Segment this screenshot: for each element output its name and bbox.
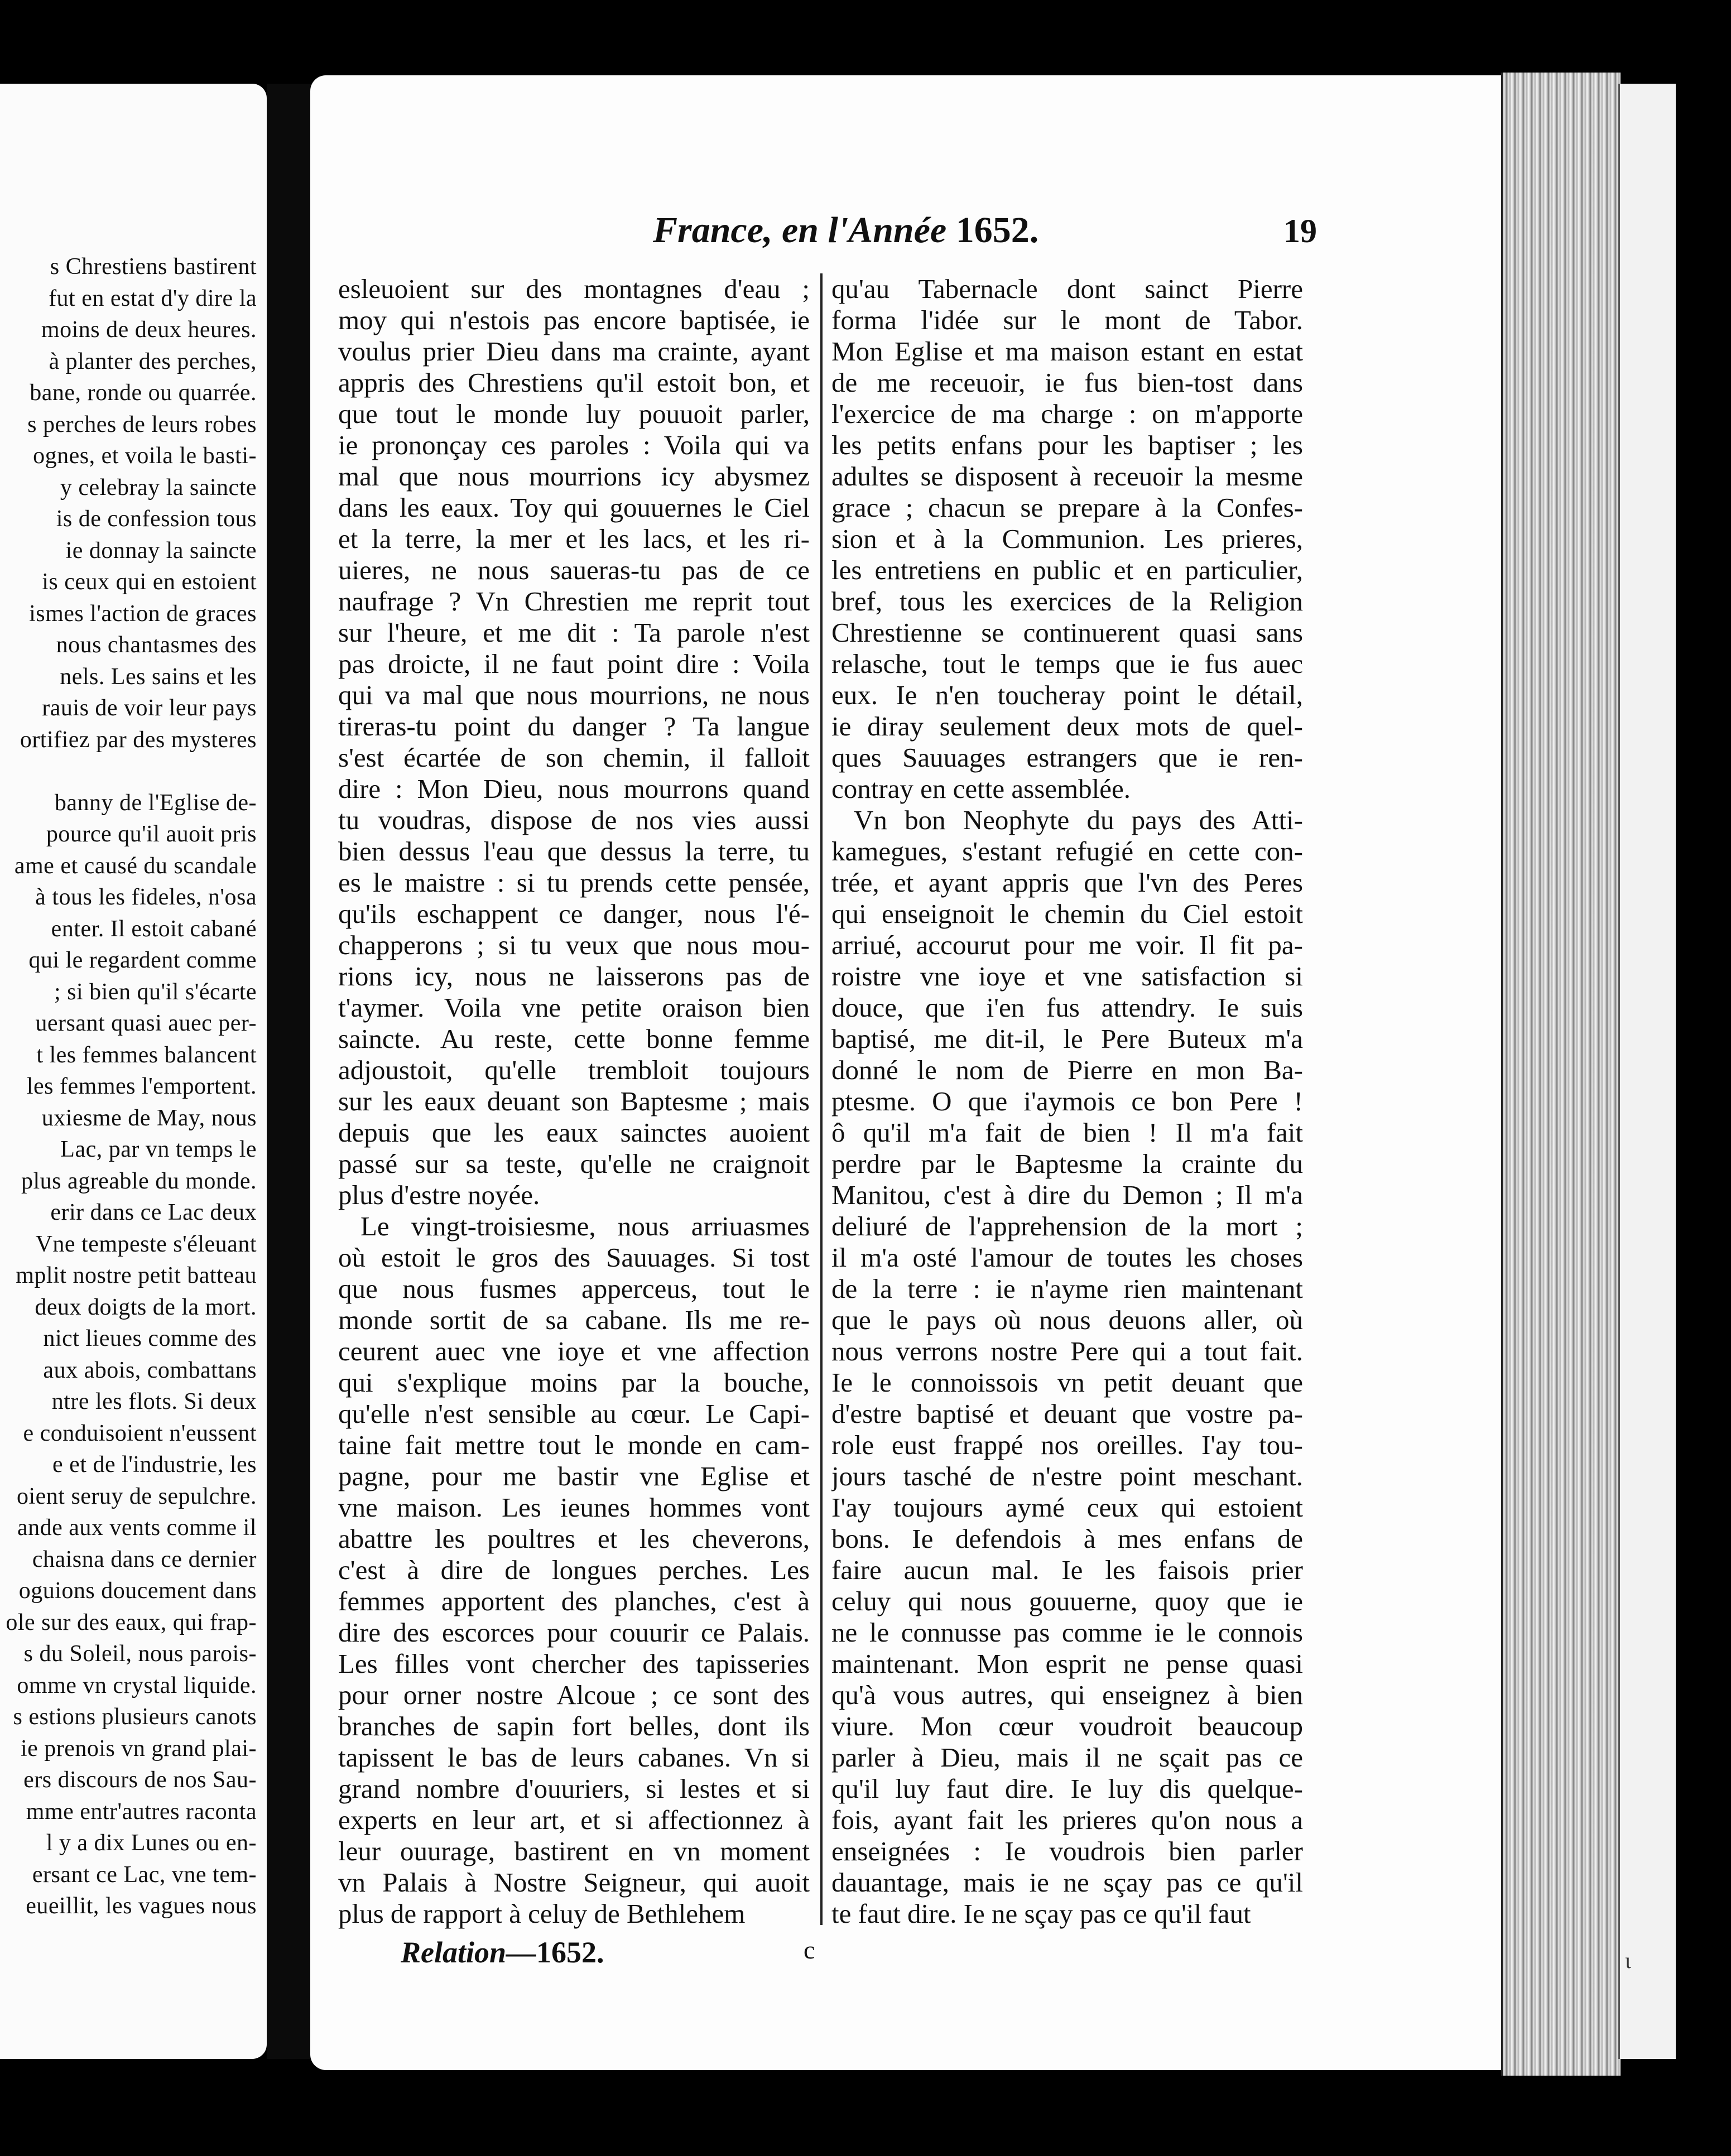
text-line: bien dessus l'eau que dessus la terre, tu [338,836,810,867]
previous-page-line: s perches de leurs robes [27,411,257,437]
text-line: qu'il luy faut dire. Ie luy dis quelque- [831,1773,1303,1804]
running-title: France, en l'Année [653,210,947,251]
text-line: deliuré de l'apprehension de la mort ; [831,1211,1303,1241]
previous-page-line: ie prenois vn grand plai- [20,1735,257,1762]
page-edge-stack [1501,73,1621,2076]
text-line: dire : Mon Dieu, nous mourrons quand [338,773,810,804]
text-line: nous verrons nostre Pere qui a tout fait. [831,1336,1303,1366]
previous-page-line: ismes l'action de graces [29,600,257,627]
text-line: qu'à vous autres, qui enseignez à bien [831,1679,1303,1710]
text-line: de la terre : ie n'ayme rien maintenant [831,1273,1303,1304]
previous-page-line: s Chrestiens bastirent [50,254,257,280]
text-line: qui s'explique moins par la bouche, [338,1367,810,1398]
text-line: perdre par le Baptesme la crainte du [831,1148,1303,1179]
text-line: qu'ils eschappent ce danger, nous l'é- [338,898,810,929]
gathering-signature: c [804,1936,815,1964]
text-line: il m'a osté l'amour de toutes les choses [831,1242,1303,1273]
previous-page-line: mme entr'autres raconta [26,1798,257,1825]
text-column-left [338,273,810,1929]
previous-page-line: ole sur des eaux, qui frap- [6,1609,257,1635]
text-line: kamegues, s'estant refugié en cette con- [831,836,1303,867]
text-line: mal que nous mourrions icy abysmez [338,461,810,492]
previous-page-line: e et de l'industrie, les [52,1452,257,1478]
text-line: plus d'estre noyée. [338,1180,540,1210]
text-line: ô qu'il m'a fait de bien ! Il m'a fait [831,1117,1303,1148]
text-line: adjoustoit, qu'elle trembloit toujours [338,1055,810,1085]
relation-label: Relation— [401,1936,537,1969]
text-line: que le pays où nous deuons aller, où [831,1305,1303,1335]
previous-page-line: ers discours de nos Sau- [23,1767,257,1793]
text-line: uieres, ne nous saueras-tu pas de ce [338,555,810,585]
text-line: ceurent auec vne ioye et vne affection [338,1336,810,1366]
text-line: vn Palais à Nostre Seigneur, qui auoit [338,1867,810,1898]
text-line: s'est écartée de son chemin, il falloit [338,742,810,773]
previous-page-fragment [0,84,267,2059]
text-line: Mon Eglise et ma maison estant en estat [831,336,1303,367]
text-line: et la terre, la mer et les lacs, et les ri- [338,523,810,554]
previous-page-line: ame et causé du scandale [14,853,257,879]
previous-page-line: eueillit, les vagues nous [26,1893,257,1919]
text-line: chapperons ; si tu veux que nous mou- [338,930,810,960]
text-line: tireras-tu point du danger ? Ta langue [338,711,810,742]
text-line: d'estre baptisé et deuant que vostre pa- [831,1398,1303,1429]
text-line: ques Sauuages estrangers que ie ren- [831,742,1303,773]
signature-footer [401,1935,604,1970]
text-line: adultes se disposent à receuoir la mesme [831,461,1303,492]
previous-page-line: is ceux qui en estoient [42,569,257,595]
text-line: eux. Ie n'en toucheray point le détail, [831,680,1303,710]
previous-page-line: oguions doucement dans [18,1578,257,1604]
text-line: dauantage, mais ie ne sçay pas ce qu'il [831,1867,1303,1898]
text-line: pagne, pour me bastir vne Eglise et [338,1461,810,1491]
text-line: leur ouurage, bastirent en vn moment [338,1836,810,1866]
previous-page-line: s estions plusieurs canots [13,1704,257,1730]
text-line: qui va mal que nous mourrions, ne nous [338,680,810,710]
text-line: celuy qui nous gouuerne, quoy que ie [831,1586,1303,1616]
previous-page-line: les femmes l'emportent. [26,1074,257,1099]
text-line: t'aymer. Voila vne petite oraison bien [338,992,810,1023]
text-line: baptisé, me dit-il, le Pere Buteux m'a [831,1023,1303,1054]
previous-page-line: ersant ce Lac, vne tem- [32,1861,257,1888]
text-line: qui enseignoit le chemin du Ciel estoit [831,898,1303,929]
text-line: bons. Ie defendois à mes enfans de [831,1523,1303,1554]
text-line: tapissent le bas de leurs cabanes. Vn si [338,1742,810,1773]
text-line: grace ; chacun se prepare à la Confes- [831,492,1303,523]
text-line: qu'elle n'est sensible au cœur. Le Capi- [338,1398,810,1429]
text-line: moy qui n'estois pas encore baptisée, ie [338,305,810,335]
text-line: ie diray seulement deux mots de quel- [831,711,1303,742]
text-line: Chrestienne se continuerent quasi sans [831,617,1303,648]
book-gutter [267,84,311,2059]
previous-page-line: l y a dix Lunes ou en- [46,1830,257,1856]
previous-page-line: ; si bien qu'il s'écarte [54,979,257,1005]
text-line: parler à Dieu, mais il ne sçait pas ce [831,1742,1303,1773]
text-line: contray en cette assemblée. [831,773,1131,804]
running-title-year: 1652. [955,210,1039,251]
text-line: dire des escorces pour couurir ce Palais. [338,1617,810,1648]
previous-page-line: s du Soleil, nous parois- [23,1641,257,1667]
previous-page-line: pource qu'il auoit pris [46,821,257,847]
text-line: où estoit le gros des Sauuages. Si tost [338,1242,810,1273]
text-line: passé sur sa teste, qu'elle ne craignoit [338,1148,810,1179]
text-line: de me receuoir, ie fus bien-tost dans [831,367,1303,398]
text-line: ie prononçay ces paroles : Voila qui va [338,430,810,460]
text-line: experts en leur art, et si affectionnez à [338,1804,810,1835]
text-line: relasche, tout le temps que ie fus auec [831,648,1303,679]
previous-page-line: erir dans ce Lac deux [50,1200,257,1225]
text-line: les petits enfans pour les baptiser ; les [831,430,1303,460]
previous-page-line: aux abois, combattans [43,1357,257,1383]
text-line: l'exercice de ma charge : on m'apporte [831,398,1303,429]
text-line: qu'au Tabernacle dont sainct Pierre [831,273,1303,304]
previous-page-text [0,251,257,1922]
text-line: bref, tous les exercices de la Religion [831,586,1303,617]
text-line: que tout le monde luy pouuoit parler, [338,398,810,429]
text-line: te faut dire. Ie ne sçay pas ce qu'il faut [831,1898,1251,1929]
text-line: voulus prier Dieu dans ma crainte, ayant [338,336,810,367]
running-header [653,209,1339,252]
text-line: que nous fusmes apperceus, tout le [338,1273,810,1304]
text-line: ne le connusse pas comme ie le connois [831,1617,1303,1648]
previous-page-line: omme vn crystal liquide. [17,1672,257,1698]
previous-page-line: y celebray la saincte [60,474,257,501]
text-line: Ie le connoissois vn petit deuant que [831,1367,1303,1398]
text-line: maintenant. Mon esprit ne pense quasi [831,1648,1303,1679]
relation-year: 1652. [536,1936,604,1969]
previous-page-line: Vne tempeste s'éleuant [35,1231,257,1257]
text-line: les entretiens en public et en particulier, [831,555,1303,585]
previous-page-line: bane, ronde ou quarrée. [30,380,257,406]
text-line: sion et à la Communion. Les prieres, [831,523,1303,554]
previous-page-line: t les femmes balancent [36,1042,257,1068]
text-line: donné le nom de Pierre en mon Ba- [831,1055,1303,1085]
previous-page-line: enter. Il estoit cabané [51,916,257,942]
previous-page-line: plus agreable du monde. [21,1168,257,1194]
text-line: es le maistre : si tu prends cette pensée, [338,867,810,898]
text-line: femmes apportent des planches, c'est à [338,1586,810,1616]
text-line: abattre les poultres et les cheverons, [338,1523,810,1554]
previous-page-line: ntre les flots. Si deux [51,1389,257,1414]
previous-page-line: ie donnay la saincte [65,537,257,564]
text-line: dans les eaux. Toy qui gouuernes le Ciel [338,492,810,523]
text-line: trée, et ayant appris que l'vn des Peres [831,867,1303,898]
previous-page-line: à tous les fideles, n'osa [35,884,257,910]
previous-page-line: e conduisoient n'eussent [23,1420,257,1446]
text-line: saincte. Au reste, cette bonne femme [338,1023,810,1054]
text-line: grand nombre d'ouuriers, si lestes et si [338,1773,810,1804]
previous-page-line: nict lieues comme des [43,1326,257,1351]
text-line: Le vingt-troisiesme, nous arriuasmes [360,1211,810,1241]
previous-page-line: moins de deux heures. [41,317,257,343]
text-line: esleuoient sur des montagnes d'eau ; [338,273,810,304]
text-line: I'ay toujours aymé ceux qui estoient [831,1492,1303,1523]
text-line: sur l'heure, et me dit : Ta parole n'est [338,617,810,648]
text-line: forma l'idée sur le mont de Tabor. [831,305,1303,335]
text-line: tu voudras, dispose de nos vies aussi [338,805,810,835]
text-line: jours tasché de n'estre point meschant. [831,1461,1303,1491]
page-number: 19 [1283,213,1317,249]
text-line: faire aucun mal. Ie les faisois prier [831,1555,1303,1585]
previous-page-line: rauis de voir leur pays [42,695,257,721]
text-line: pas droicte, il ne faut point dire : Voila [338,648,810,679]
text-line: vne maison. Les ieunes hommes vont [338,1492,810,1523]
text-line: ptesme. O que i'aymois ce bon Pere ! [831,1086,1303,1116]
previous-page-line: fut en estat d'y dire la [49,285,257,311]
text-line: depuis que les eaux sainctes auoient [338,1117,810,1148]
column-divider [820,273,823,1925]
previous-page-line: ognes, et voila le basti- [33,443,257,469]
text-line: plus de rapport à celuy de Bethlehem [338,1898,746,1929]
previous-page-line: à planter des perches, [49,348,257,374]
previous-page-line: nels. Les sains et les [60,663,257,690]
previous-page-line: oient seruy de sepulchre. [16,1483,257,1509]
text-line: viure. Mon cœur voudroit beaucoup [831,1711,1303,1741]
text-line: enseignées : Ie voudrois bien parler [831,1836,1303,1866]
text-line: arriué, accourut pour me voir. Il fit pa- [831,930,1303,960]
text-line: fois, ayant fait les prieres qu'on nous a [831,1804,1303,1835]
text-line: sur les eaux deuant son Baptesme ; mais [338,1086,810,1116]
text-line: role eust frappé nos oreilles. I'ay tou- [831,1430,1303,1460]
text-line: branches de sapin fort belles, dont ils [338,1711,810,1741]
text-line: rions icy, nous ne laisserons pas de [338,961,810,992]
previous-page-line: Lac, par vn temps le [60,1137,257,1162]
text-line: c'est à dire de longues perches. Les [338,1555,810,1585]
text-line: appris des Chrestiens qu'il estoit bon, et [338,367,810,398]
previous-page-line: nous chantasmes des [56,632,257,658]
previous-page-line: ortifiez par des mysteres [20,726,257,753]
text-column-right [831,273,1303,1929]
text-line: taine fait mettre tout le monde en cam- [338,1430,810,1460]
text-line: douce, que i'en fus attendry. Ie suis [831,992,1303,1023]
text-line: roistre vne ioye et vne satisfaction si [831,961,1303,992]
previous-page-line: uersant quasi auec per- [35,1010,257,1036]
back-board [1618,84,1676,2059]
text-line: monde sortit de sa cabane. Ils me re- [338,1305,810,1335]
margin-mark: ι [1625,1948,1631,1973]
previous-page-line: banny de l'Eglise de- [54,790,257,816]
previous-page-line: uxiesme de May, nous [41,1105,257,1131]
previous-page-line: ande aux vents comme il [17,1515,257,1541]
previous-page-line: chaisna dans ce dernier [32,1546,257,1572]
text-line: Manitou, c'est à dire du Demon ; Il m'a [831,1180,1303,1210]
previous-page-line [0,755,257,787]
text-line: pour orner nostre Alcoue ; ce sont des [338,1679,810,1710]
previous-page-line: deux doigts de la mort. [35,1294,257,1320]
text-line: Vn bon Neophyte du pays des Atti- [854,805,1303,835]
text-line: Les filles vont chercher des tapisseries [338,1648,810,1679]
text-line: naufrage ? Vn Chrestien me reprit tout [338,586,810,617]
previous-page-line: mplit nostre petit batteau [16,1263,257,1288]
previous-page-line: qui le regardent comme [28,947,257,973]
previous-page-line: is de confession tous [56,506,257,532]
